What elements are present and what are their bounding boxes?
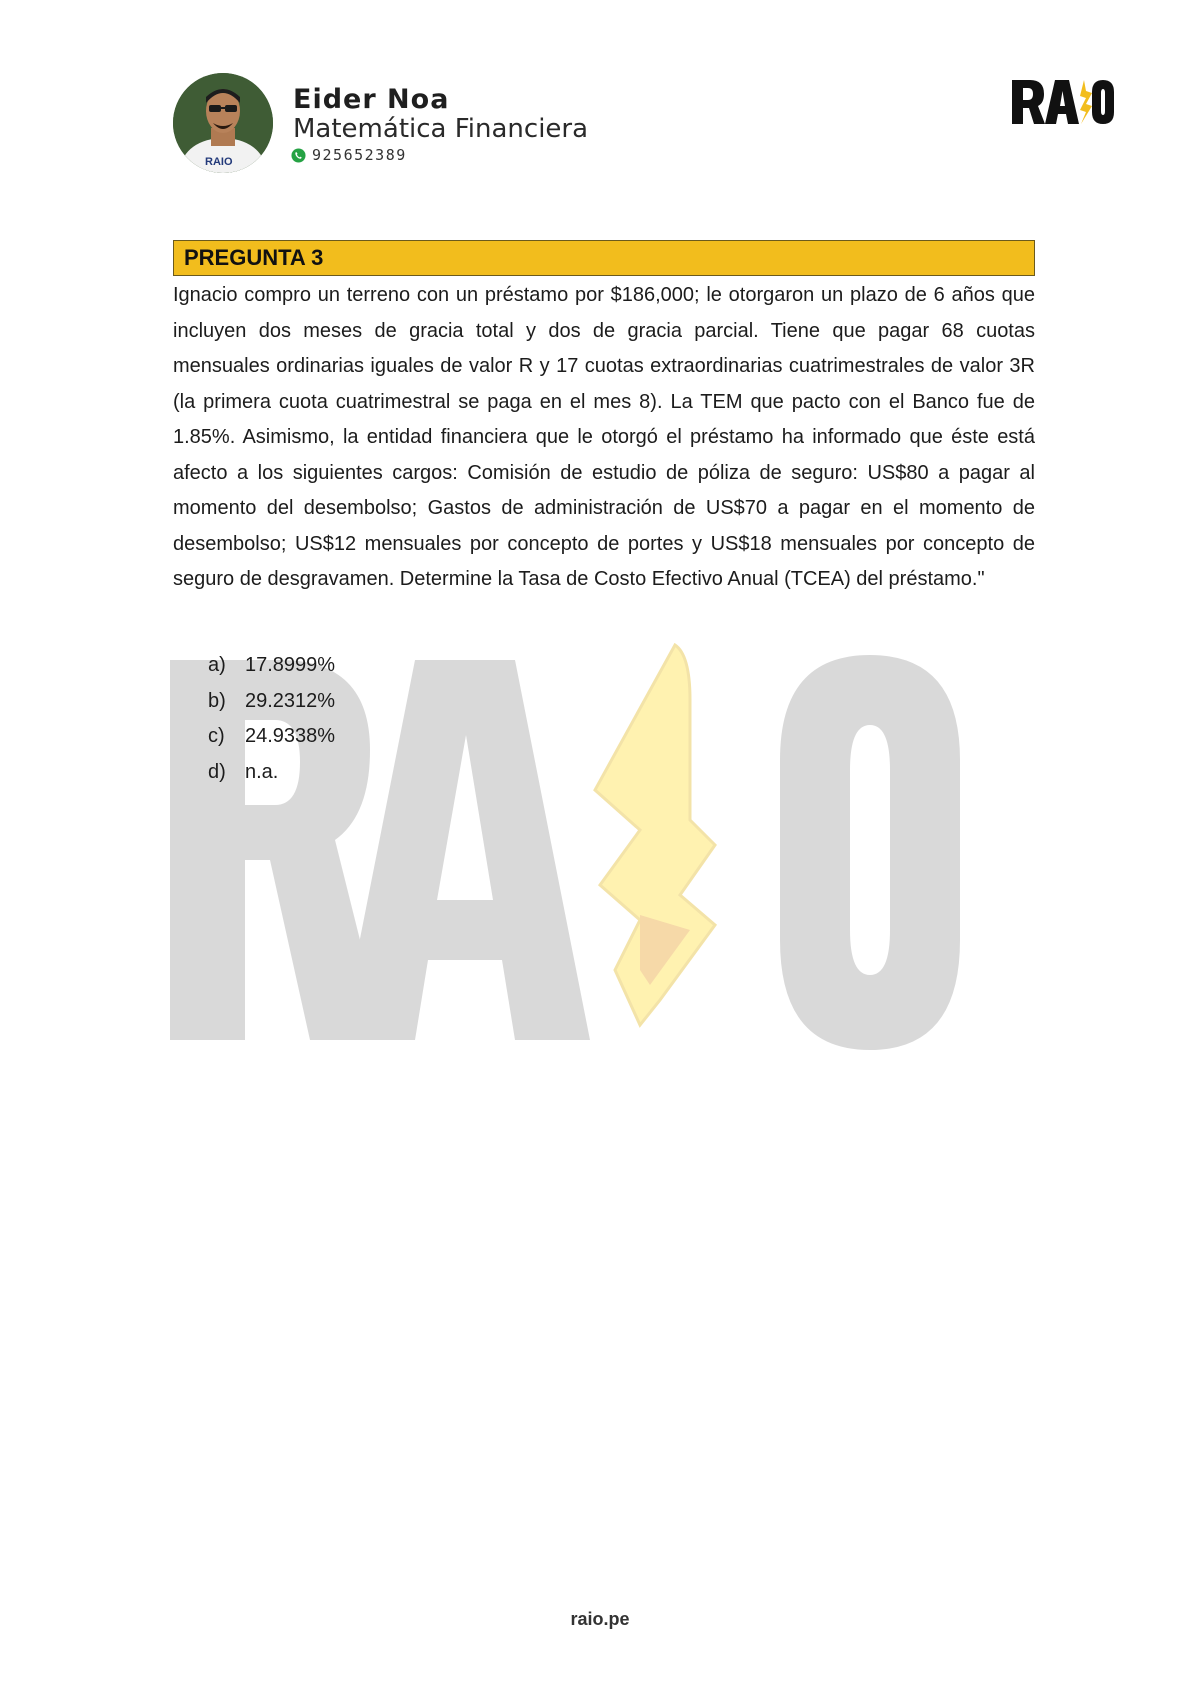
avatar bbox=[173, 73, 273, 173]
answer-option bbox=[208, 719, 335, 755]
answer-option bbox=[208, 684, 335, 720]
answer-options bbox=[208, 648, 335, 790]
answer-option bbox=[208, 648, 335, 684]
whatsapp-icon bbox=[291, 148, 306, 163]
option-letter: c) bbox=[208, 725, 225, 747]
course-subject: Matemática Financiera bbox=[293, 114, 589, 144]
option-value: 17.8999% bbox=[245, 654, 336, 676]
option-value: 29.2312% bbox=[245, 689, 336, 712]
svg-text:RAIO: RAIO bbox=[205, 156, 233, 168]
option-letter: b) bbox=[208, 689, 226, 712]
question-heading: PREGUNTA 3 bbox=[173, 240, 1035, 276]
author-name: Eider Noa bbox=[293, 84, 450, 115]
option-value: n.a. bbox=[245, 760, 279, 783]
option-letter: a) bbox=[208, 654, 226, 676]
raio-logo bbox=[1010, 76, 1115, 128]
footer-site-link[interactable]: raio.pe bbox=[570, 1609, 630, 1629]
question-text: Ignacio compro un terreno con un préstamo por $186,000; le otorgaron un plazo de 6 años que incluyen dos meses de gracia total y dos de gracia parcial. Tiene que pagar 68 cuotas mensuales ordinarias iguales de valor R y 17 cuotas extraordinarias cuatrimestrales de valor 3R (la primera cuota cuatrimestral se paga en el mes 8). La TEM que pacto con el Banco fue de 1.85%. Asimismo, la entidad financiera que le otorgó el préstamo ha informado que éste está afecto a los siguientes cargos: Comisión de estudio de póliza de seguro: US$80 a pagar al momento del desembolso; Gastos de administración de US$70 a pagar en el momento de desembolso; US$12 mensuales por concepto de portes y US$18 mensuales por concepto de seguro de desgravamen. Determine la Tasa de Costo Efectivo Anual (TCEA) del préstamo." bbox=[173, 284, 1035, 590]
option-letter: d) bbox=[208, 760, 226, 783]
phone-number: 925652389 bbox=[312, 146, 407, 164]
avatar-photo bbox=[173, 73, 273, 173]
answer-option bbox=[208, 755, 335, 791]
option-value: 24.9338% bbox=[245, 725, 336, 747]
phone-contact bbox=[291, 146, 407, 164]
